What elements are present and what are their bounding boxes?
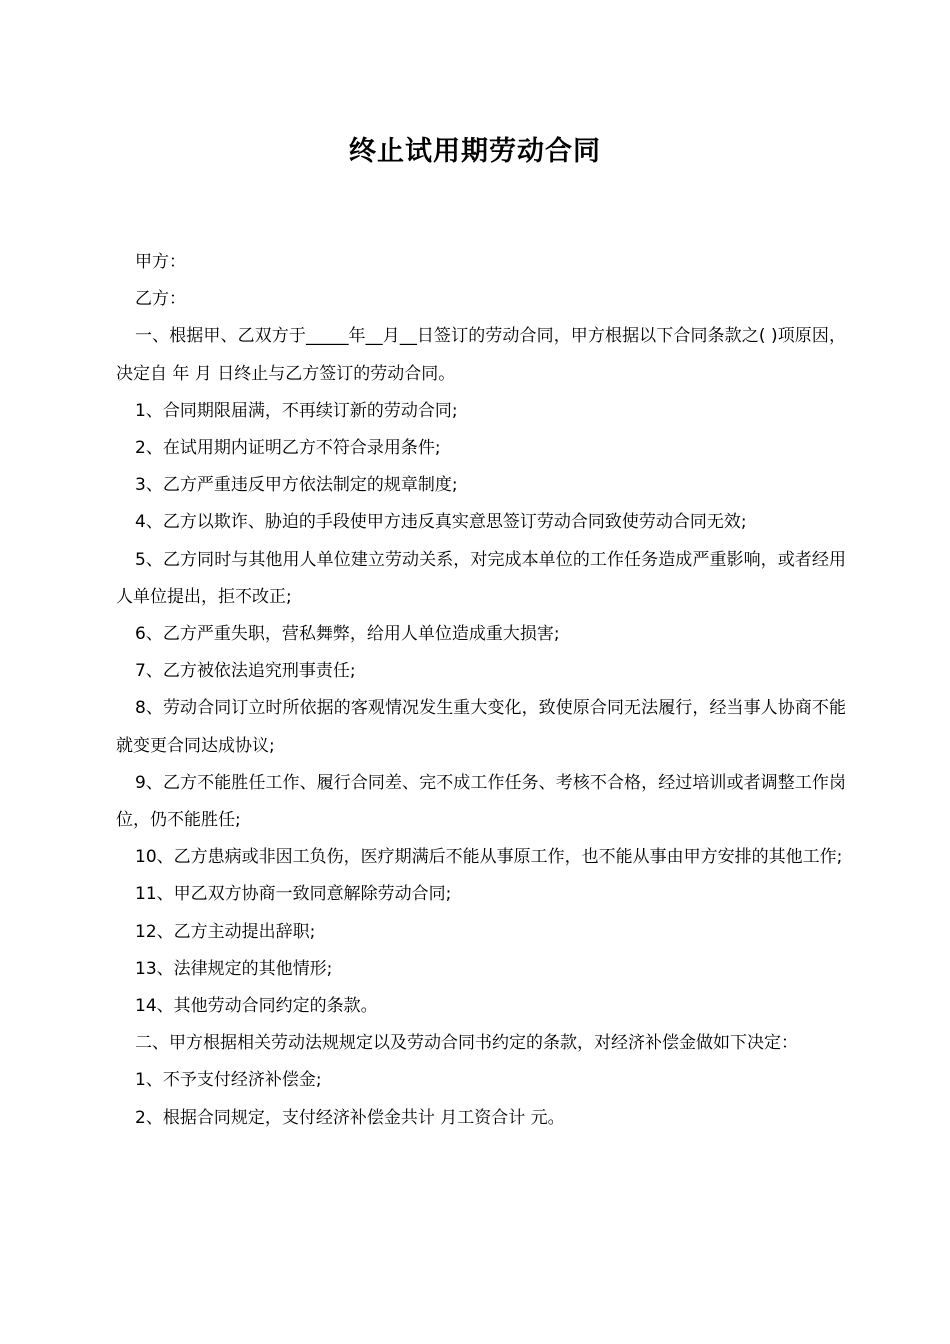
party-a-line: 甲方：	[135, 252, 186, 272]
clause-item-7: 7、乙方被依法追究刑事责任;	[135, 661, 356, 682]
clause-item-14: 14、其他劳动合同约定的条款。	[135, 996, 378, 1017]
clause-item-1: 1、合同期限届满，不再续订新的劳动合同;	[135, 400, 458, 421]
compensation-option-1: 1、不予支付经济补偿金;	[135, 1070, 322, 1091]
party-b-line: 乙方：	[135, 289, 186, 310]
document-body	[116, 244, 846, 1137]
clause-item-5: 5、乙方同时与其他用人单位建立劳动关系，对完成本单位的工作任务造成严重影响，或者经用人单位提出，拒不改正;	[116, 549, 846, 607]
document-title: 终止试用期劳动合同	[349, 136, 601, 167]
compensation-option-2: 2、根据合同规定，支付经济补偿金共计 月工资合计 元。	[135, 1107, 565, 1128]
clause-item-6: 6、乙方严重失职，营私舞弊，给用人单位造成重大损害;	[135, 624, 560, 645]
clause-item-2: 2、在试用期内证明乙方不符合录用条件;	[135, 438, 441, 459]
section-two-paragraph: 二、甲方根据相关劳动法规规定以及劳动合同书约定的条款，对经济补偿金做如下决定：	[135, 1033, 798, 1054]
clause-item-11: 11、甲乙双方协商一致同意解除劳动合同;	[135, 884, 452, 905]
clause-item-4: 4、乙方以欺诈、胁迫的手段使甲方违反真实意思签订劳动合同致使劳动合同无效;	[135, 512, 747, 533]
clause-item-9: 9、乙方不能胜任工作、履行合同差、完不成工作任务、考核不合格，经过培训或者调整工作岗位，仍不能胜任;	[116, 772, 846, 831]
clause-item-13: 13、法律规定的其他情形;	[135, 958, 333, 979]
clause-item-12: 12、乙方主动提出辞职;	[135, 921, 316, 942]
section-one-paragraph: 一、根据甲、乙双方于_____年__月__日签订的劳动合同，甲方根据以下合同条款之( )项原因，决定自 年 月 日终止与乙方签订的劳动合同。	[116, 326, 846, 384]
clause-item-8: 8、劳动合同订立时所依据的客观情况发生重大变化，致使原合同无法履行，经当事人协商不能就变更合同达成协议;	[116, 698, 846, 756]
clause-item-10: 10、乙方患病或非因工负伤，医疗期满后不能从事原工作，也不能从事由甲方安排的其他工作;	[135, 847, 843, 868]
clause-item-3: 3、乙方严重违反甲方依法制定的规章制度;	[135, 475, 458, 496]
